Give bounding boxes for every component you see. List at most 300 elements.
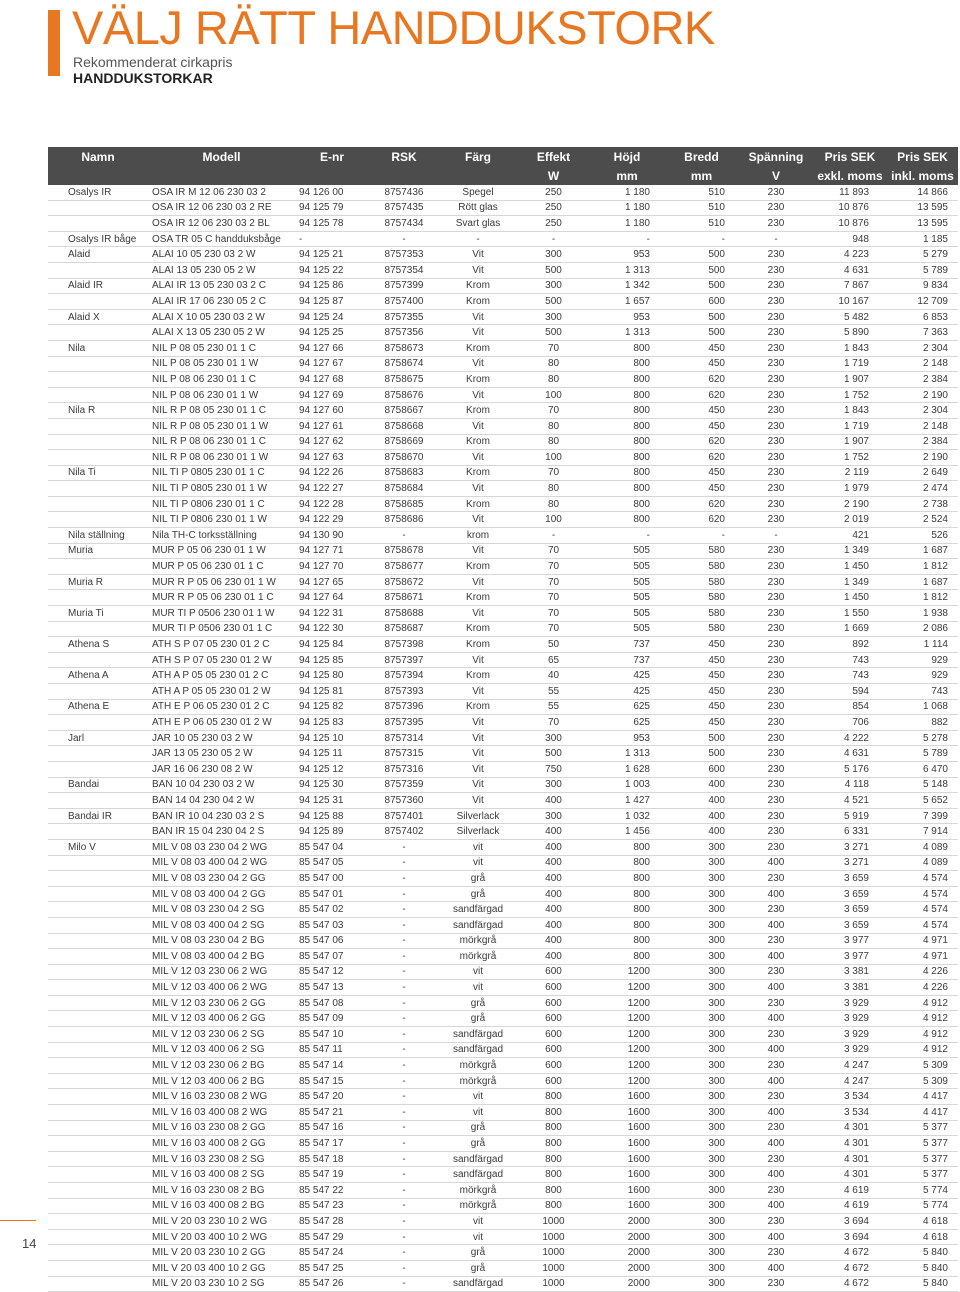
cell-enr: 85 547 00 [295, 871, 369, 887]
cell-enr: 85 547 09 [295, 1011, 369, 1027]
cell-enr: 94 125 83 [295, 715, 369, 731]
cell-price-incl: 5 774 [887, 1198, 958, 1214]
cell-height: 2000 [590, 1245, 664, 1261]
cell-rsk: 8757435 [369, 200, 439, 216]
cell-voltage: 400 [739, 855, 813, 871]
cell-model: NIL P 08 05 230 01 1 C [148, 340, 295, 356]
cell-power: 500 [517, 294, 590, 310]
cell-model: MIL V 16 03 400 08 2 GG [148, 1136, 295, 1152]
cell-color: Krom [439, 372, 517, 388]
cell-height: 800 [590, 340, 664, 356]
cell-model: ATH E P 06 05 230 01 2 W [148, 715, 295, 731]
cell-width: 400 [664, 793, 739, 809]
cell-name [48, 902, 148, 918]
cell-width: 300 [664, 964, 739, 980]
cell-enr: 85 547 11 [295, 1042, 369, 1058]
table-row [48, 496, 958, 512]
table-row [48, 1136, 958, 1152]
cell-price-excl: 1 907 [813, 372, 887, 388]
cell-width: 580 [664, 574, 739, 590]
cell-price-incl: 929 [887, 652, 958, 668]
cell-rsk: 8758688 [369, 606, 439, 622]
cell-rsk: - [369, 231, 439, 247]
cell-power: 800 [517, 1136, 590, 1152]
column-unit-width: mm [664, 167, 739, 185]
cell-voltage: 400 [739, 1073, 813, 1089]
cell-width: 620 [664, 512, 739, 528]
table-row [48, 855, 958, 871]
cell-price-excl: 743 [813, 668, 887, 684]
cell-price-excl: 11 893 [813, 185, 887, 200]
cell-width: 600 [664, 761, 739, 777]
cell-color: Silverlack [439, 824, 517, 840]
cell-model: MIL V 12 03 230 06 2 SG [148, 1027, 295, 1043]
cell-price-incl: 5 840 [887, 1260, 958, 1276]
cell-price-incl: 6 470 [887, 761, 958, 777]
cell-height: 505 [590, 590, 664, 606]
cell-rsk: - [369, 1214, 439, 1230]
table-row [48, 1042, 958, 1058]
table-row [48, 949, 958, 965]
cell-width: 300 [664, 1105, 739, 1121]
cell-rsk: 8757400 [369, 294, 439, 310]
cell-width: 300 [664, 902, 739, 918]
cell-power: 800 [517, 1105, 590, 1121]
table-row [48, 1011, 958, 1027]
cell-width: 300 [664, 886, 739, 902]
cell-rsk: - [369, 995, 439, 1011]
cell-voltage: 230 [739, 356, 813, 372]
cell-height: 800 [590, 512, 664, 528]
cell-price-excl: 1 550 [813, 606, 887, 622]
cell-voltage: 230 [739, 294, 813, 310]
cell-name [48, 294, 148, 310]
cell-name [48, 1136, 148, 1152]
cell-height: 1200 [590, 995, 664, 1011]
cell-width: 600 [664, 294, 739, 310]
cell-color: Krom [439, 590, 517, 606]
cell-height: 2000 [590, 1276, 664, 1292]
cell-price-incl: 882 [887, 715, 958, 731]
cell-power: 800 [517, 1151, 590, 1167]
cell-rsk: - [369, 1105, 439, 1121]
table-row [48, 730, 958, 746]
cell-power: 750 [517, 761, 590, 777]
cell-width: 300 [664, 1151, 739, 1167]
cell-price-excl: 4 222 [813, 730, 887, 746]
cell-price-incl: 5 652 [887, 793, 958, 809]
section-heading: HANDDUKSTORKAR [73, 70, 213, 86]
cell-power: 600 [517, 980, 590, 996]
cell-power: 1000 [517, 1276, 590, 1292]
cell-height: 800 [590, 839, 664, 855]
cell-power: 1000 [517, 1245, 590, 1261]
cell-price-excl: 4 619 [813, 1198, 887, 1214]
cell-model: MIL V 16 03 400 08 2 WG [148, 1105, 295, 1121]
table-row [48, 590, 958, 606]
cell-model: OSA IR 12 06 230 03 2 RE [148, 200, 295, 216]
cell-color: grå [439, 1011, 517, 1027]
cell-name: Nila Ti [48, 465, 148, 481]
cell-name: Nila R [48, 403, 148, 419]
cell-width: 620 [664, 434, 739, 450]
cell-price-excl: 4 301 [813, 1120, 887, 1136]
cell-name: Nila ställning [48, 528, 148, 544]
cell-name [48, 746, 148, 762]
cell-voltage: 230 [739, 278, 813, 294]
cell-color: sandfärgad [439, 917, 517, 933]
cell-rsk: - [369, 1089, 439, 1105]
table-row [48, 418, 958, 434]
cell-voltage: 230 [739, 746, 813, 762]
cell-price-incl: 2 304 [887, 340, 958, 356]
cell-height: 737 [590, 637, 664, 653]
cell-color: Krom [439, 340, 517, 356]
cell-price-incl: 13 595 [887, 216, 958, 232]
cell-voltage: 230 [739, 1214, 813, 1230]
cell-voltage: 230 [739, 1183, 813, 1199]
cell-name [48, 1229, 148, 1245]
cell-enr: 85 547 14 [295, 1058, 369, 1074]
cell-color: sandfärgad [439, 1027, 517, 1043]
cell-power: 600 [517, 995, 590, 1011]
cell-price-incl: 4 574 [887, 902, 958, 918]
cell-rsk: 8757356 [369, 325, 439, 341]
cell-name [48, 418, 148, 434]
cell-name [48, 980, 148, 996]
cell-power: 400 [517, 824, 590, 840]
cell-price-excl: 2 019 [813, 512, 887, 528]
cell-color: Vit [439, 387, 517, 403]
cell-color: Vit [439, 730, 517, 746]
cell-voltage: 400 [739, 1260, 813, 1276]
cell-price-incl: 4 574 [887, 917, 958, 933]
cell-price-incl: 4 089 [887, 839, 958, 855]
cell-power: 250 [517, 200, 590, 216]
cell-height: 800 [590, 481, 664, 497]
cell-enr: 85 547 21 [295, 1105, 369, 1121]
cell-height: 1600 [590, 1151, 664, 1167]
cell-rsk: 8758677 [369, 559, 439, 575]
cell-width: 300 [664, 1011, 739, 1027]
cell-power: 800 [517, 1167, 590, 1183]
cell-rsk: - [369, 1011, 439, 1027]
cell-name: Bandai [48, 777, 148, 793]
cell-color: Vit [439, 309, 517, 325]
cell-rsk: - [369, 902, 439, 918]
cell-color: Krom [439, 434, 517, 450]
cell-price-excl: 4 223 [813, 247, 887, 263]
cell-power: 600 [517, 1011, 590, 1027]
cell-height: 1200 [590, 1073, 664, 1089]
cell-price-excl: 3 929 [813, 995, 887, 1011]
cell-height: 800 [590, 871, 664, 887]
cell-power: 70 [517, 465, 590, 481]
cell-width: 450 [664, 668, 739, 684]
cell-rsk: - [369, 1183, 439, 1199]
cell-name: Milo V [48, 839, 148, 855]
cell-color: Vit [439, 777, 517, 793]
cell-price-excl: 3 534 [813, 1105, 887, 1121]
cell-name [48, 761, 148, 777]
cell-price-excl: 3 694 [813, 1229, 887, 1245]
cell-price-incl: 4 226 [887, 980, 958, 996]
cell-width: 450 [664, 637, 739, 653]
cell-power: - [517, 528, 590, 544]
cell-rsk: 8758668 [369, 418, 439, 434]
cell-enr: 94 125 82 [295, 699, 369, 715]
cell-width: 300 [664, 1042, 739, 1058]
cell-rsk: 8758685 [369, 496, 439, 512]
cell-name [48, 1073, 148, 1089]
cell-power: 800 [517, 1120, 590, 1136]
cell-color: krom [439, 528, 517, 544]
cell-width: 500 [664, 262, 739, 278]
cell-color: sandfärgad [439, 1167, 517, 1183]
cell-model: NIL TI P 0806 230 01 1 W [148, 512, 295, 528]
cell-price-incl: 5 309 [887, 1058, 958, 1074]
cell-name: Muria Ti [48, 606, 148, 622]
table-row [48, 262, 958, 278]
cell-voltage: 230 [739, 200, 813, 216]
cell-name [48, 793, 148, 809]
cell-power: - [517, 231, 590, 247]
cell-color: Vit [439, 418, 517, 434]
cell-price-incl: 2 148 [887, 418, 958, 434]
cell-rsk: - [369, 1276, 439, 1292]
cell-voltage: 230 [739, 1245, 813, 1261]
cell-name [48, 450, 148, 466]
cell-height: 1 313 [590, 746, 664, 762]
cell-price-excl: 5 482 [813, 309, 887, 325]
table-row [48, 1089, 958, 1105]
cell-power: 600 [517, 1042, 590, 1058]
cell-color: grå [439, 1120, 517, 1136]
table-row [48, 1151, 958, 1167]
cell-color: vit [439, 964, 517, 980]
cell-power: 800 [517, 1198, 590, 1214]
cell-power: 80 [517, 481, 590, 497]
cell-enr: 94 125 11 [295, 746, 369, 762]
cell-power: 600 [517, 1058, 590, 1074]
cell-enr: 94 125 81 [295, 684, 369, 700]
cell-color: vit [439, 1089, 517, 1105]
cell-width: 580 [664, 543, 739, 559]
cell-width: 450 [664, 403, 739, 419]
cell-power: 65 [517, 652, 590, 668]
table-row [48, 356, 958, 372]
cell-voltage: 400 [739, 949, 813, 965]
cell-width: - [664, 528, 739, 544]
cell-power: 50 [517, 637, 590, 653]
cell-enr: 94 125 12 [295, 761, 369, 777]
cell-model: OSA TR 05 C handduksbåge [148, 231, 295, 247]
cell-height: 1 032 [590, 808, 664, 824]
cell-price-excl: 1 752 [813, 387, 887, 403]
cell-enr: 85 547 12 [295, 964, 369, 980]
cell-power: 100 [517, 387, 590, 403]
cell-price-incl: 5 377 [887, 1151, 958, 1167]
cell-model: NIL P 08 06 230 01 1 C [148, 372, 295, 388]
cell-model: MIL V 16 03 400 08 2 SG [148, 1167, 295, 1183]
cell-color: Vit [439, 262, 517, 278]
cell-height: 1600 [590, 1120, 664, 1136]
cell-color: sandfärgad [439, 1276, 517, 1292]
cell-height: 1 313 [590, 325, 664, 341]
cell-price-excl: 4 247 [813, 1058, 887, 1074]
cell-color: Vit [439, 543, 517, 559]
cell-color: mörkgrå [439, 933, 517, 949]
table-row [48, 278, 958, 294]
cell-width: 500 [664, 730, 739, 746]
cell-rsk: - [369, 1198, 439, 1214]
cell-price-incl: 2 304 [887, 403, 958, 419]
column-unit-power: W [517, 167, 590, 185]
cell-rsk: - [369, 839, 439, 855]
cell-height: 800 [590, 403, 664, 419]
cell-height: 1600 [590, 1198, 664, 1214]
cell-name [48, 964, 148, 980]
cell-enr: 94 125 84 [295, 637, 369, 653]
cell-enr: 85 547 24 [295, 1245, 369, 1261]
cell-color: Vit [439, 574, 517, 590]
cell-color: Vit [439, 715, 517, 731]
cell-enr: 85 547 08 [295, 995, 369, 1011]
cell-name [48, 933, 148, 949]
cell-price-excl: 10 876 [813, 200, 887, 216]
cell-voltage: 230 [739, 1151, 813, 1167]
cell-power: 600 [517, 1073, 590, 1089]
column-header-height: Höjd [590, 147, 664, 167]
cell-voltage: 400 [739, 886, 813, 902]
cell-width: 620 [664, 372, 739, 388]
cell-rsk: - [369, 1058, 439, 1074]
table-row [48, 1260, 958, 1276]
cell-voltage: 230 [739, 777, 813, 793]
cell-price-incl: 526 [887, 528, 958, 544]
table-row [48, 512, 958, 528]
cell-width: 300 [664, 1027, 739, 1043]
cell-width: 300 [664, 1167, 739, 1183]
cell-price-excl: 4 301 [813, 1151, 887, 1167]
cell-enr: 94 122 31 [295, 606, 369, 622]
cell-width: 510 [664, 185, 739, 200]
cell-price-excl: 1 719 [813, 356, 887, 372]
cell-price-excl: 1 669 [813, 621, 887, 637]
cell-height: 2000 [590, 1260, 664, 1276]
cell-model: ATH A P 05 05 230 01 2 C [148, 668, 295, 684]
cell-power: 400 [517, 886, 590, 902]
cell-name: Alaid [48, 247, 148, 263]
cell-width: 450 [664, 684, 739, 700]
cell-price-excl: 3 381 [813, 980, 887, 996]
cell-rsk: 8757314 [369, 730, 439, 746]
cell-enr: 94 125 24 [295, 309, 369, 325]
cell-rsk: 8758674 [369, 356, 439, 372]
cell-model: NIL R P 08 05 230 01 1 W [148, 418, 295, 434]
column-unit-voltage: V [739, 167, 813, 185]
cell-enr: 94 122 27 [295, 481, 369, 497]
table-row [48, 574, 958, 590]
cell-width: - [664, 231, 739, 247]
cell-width: 500 [664, 746, 739, 762]
cell-name: Osalys IR båge [48, 231, 148, 247]
cell-height: 800 [590, 917, 664, 933]
cell-price-incl: 5 148 [887, 777, 958, 793]
cell-price-excl: 4 672 [813, 1245, 887, 1261]
cell-power: 80 [517, 356, 590, 372]
cell-voltage: 230 [739, 964, 813, 980]
cell-voltage: 230 [739, 403, 813, 419]
cell-power: 300 [517, 309, 590, 325]
cell-height: 800 [590, 496, 664, 512]
cell-width: 580 [664, 559, 739, 575]
cell-color: Vit [439, 761, 517, 777]
cell-model: JAR 16 06 230 08 2 W [148, 761, 295, 777]
cell-price-excl: 3 659 [813, 902, 887, 918]
table-row [48, 606, 958, 622]
cell-color: sandfärgad [439, 1151, 517, 1167]
cell-width: 500 [664, 309, 739, 325]
cell-model: MIL V 08 03 230 04 2 SG [148, 902, 295, 918]
cell-price-incl: 2 086 [887, 621, 958, 637]
cell-price-incl: 2 524 [887, 512, 958, 528]
cell-voltage: 230 [739, 1027, 813, 1043]
cell-model: MIL V 20 03 400 10 2 GG [148, 1260, 295, 1276]
cell-rsk: - [369, 1245, 439, 1261]
cell-price-incl: 2 738 [887, 496, 958, 512]
cell-rsk: 8757434 [369, 216, 439, 232]
cell-name [48, 1105, 148, 1121]
cell-rsk: - [369, 528, 439, 544]
cell-height: 800 [590, 418, 664, 434]
table-row [48, 185, 958, 200]
cell-voltage: 230 [739, 902, 813, 918]
cell-power: 400 [517, 855, 590, 871]
cell-price-incl: 7 914 [887, 824, 958, 840]
cell-enr: 94 122 30 [295, 621, 369, 637]
cell-width: 580 [664, 621, 739, 637]
cell-name [48, 559, 148, 575]
cell-color: - [439, 231, 517, 247]
cell-enr: 94 127 69 [295, 387, 369, 403]
cell-model: MIL V 12 03 230 06 2 GG [148, 995, 295, 1011]
cell-width: 450 [664, 340, 739, 356]
cell-height: 1600 [590, 1089, 664, 1105]
cell-price-incl: 4 971 [887, 933, 958, 949]
cell-rsk: 8757315 [369, 746, 439, 762]
cell-voltage: 230 [739, 590, 813, 606]
cell-voltage: 230 [739, 1276, 813, 1292]
cell-rsk: - [369, 855, 439, 871]
cell-height: 1 456 [590, 824, 664, 840]
cell-model: BAN 14 04 230 04 2 W [148, 793, 295, 809]
cell-rsk: 8757402 [369, 824, 439, 840]
cell-voltage: 230 [739, 512, 813, 528]
cell-model: MUR TI P 0506 230 01 1 W [148, 606, 295, 622]
cell-name [48, 652, 148, 668]
cell-enr: 85 547 03 [295, 917, 369, 933]
cell-model: ALAI X 10 05 230 03 2 W [148, 309, 295, 325]
table-row [48, 684, 958, 700]
table-body [48, 185, 958, 1292]
cell-width: 300 [664, 1198, 739, 1214]
cell-color: grå [439, 1260, 517, 1276]
cell-model: BAN IR 10 04 230 03 2 S [148, 808, 295, 824]
cell-rsk: - [369, 964, 439, 980]
cell-voltage: 400 [739, 1167, 813, 1183]
cell-rsk: - [369, 871, 439, 887]
